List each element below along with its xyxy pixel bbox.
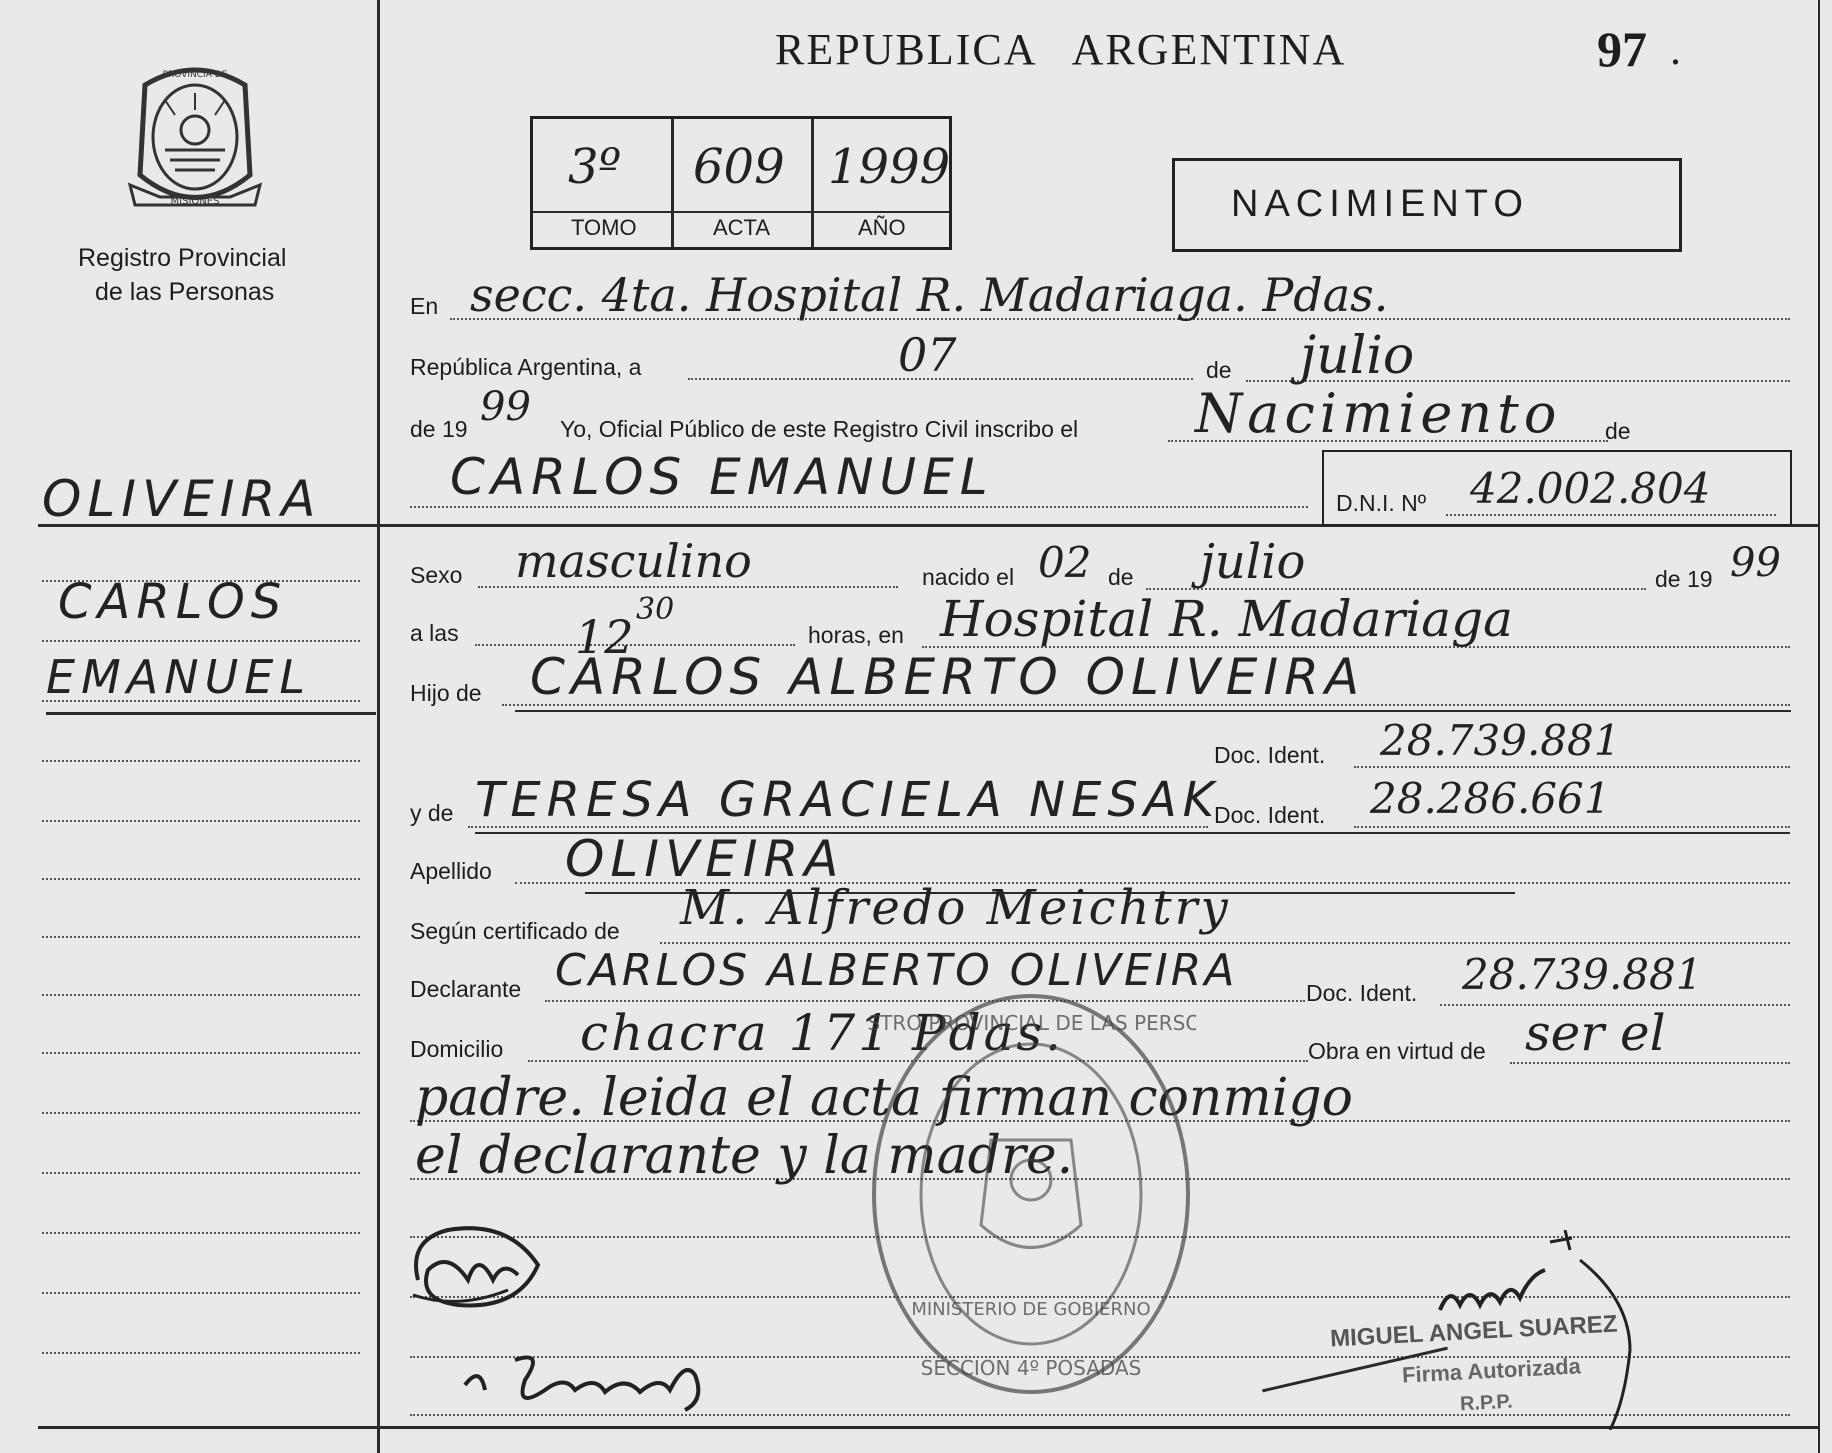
stamp-outer-text: STRO PROVINCIAL DE LAS PERSO [867, 1011, 1196, 1035]
line-certificate [660, 942, 1790, 944]
field-surname: OLIVEIRA [565, 830, 845, 888]
record-box-sep-1 [671, 119, 674, 247]
field-father-doc: 28.739.881 [1380, 716, 1621, 765]
margin-name-2: EMANUEL [46, 650, 311, 704]
field-sex: masculino [515, 534, 752, 588]
field-note-2: el declarante y la madre. [415, 1126, 1074, 1186]
acta-label: ACTA [713, 215, 771, 240]
label-de-19-birth: de 19 [1655, 566, 1713, 592]
label-obra-en-virtud: Obra en virtud de [1308, 1038, 1486, 1064]
line-obra [1510, 1062, 1790, 1064]
field-note-1: padre. leida el acta firman conmigo [415, 1068, 1353, 1128]
tomo-label: TOMO [571, 215, 637, 240]
field-place: secc. 4ta. Hospital R. Madariaga. Pdas. [470, 268, 1389, 322]
label-de-suffix: de [1605, 418, 1631, 444]
margin-line [42, 820, 360, 822]
margin-line [42, 994, 360, 996]
right-page-edge [1818, 0, 1820, 1453]
left-column-divider [377, 0, 380, 1453]
field-act-type: Nacimiento [1195, 382, 1562, 445]
field-birth-month: julio [1200, 534, 1306, 590]
tomo-value: 3º [568, 139, 622, 195]
margin-line [42, 878, 360, 880]
margin-line [42, 936, 360, 938]
label-declarante: Declarante [410, 976, 522, 1002]
margin-line [42, 1112, 360, 1114]
seal-bottom-text: MISIONES [170, 196, 220, 207]
margin-line [42, 1232, 360, 1234]
label-domicilio: Domicilio [410, 1036, 504, 1062]
label-sexo: Sexo [410, 562, 463, 588]
field-obra-reason: ser el [1525, 1004, 1666, 1062]
official-name-stamp: MIGUEL ANGEL SUAREZ [1329, 1310, 1619, 1353]
label-apellido: Apellido [410, 858, 492, 884]
official-office-stamp: R.P.P. [1459, 1390, 1514, 1416]
field-certificate-by: M. Alfredo Meichtry [680, 880, 1231, 936]
seal-top-text: PROVINCIA DE [162, 70, 228, 80]
label-nacido-el: nacido el [922, 564, 1015, 590]
page-number-dot: . [1670, 25, 1681, 74]
field-month: julio [1300, 326, 1415, 386]
margin-name-1: CARLOS [58, 574, 288, 630]
label-y-de: y de [410, 800, 454, 826]
label-republica-a: República Argentina, a [410, 354, 642, 380]
misiones-seal [125, 55, 265, 215]
label-de-month: de [1206, 357, 1232, 383]
label-yo-oficial: Yo, Oficial Público de este Registro Civil inscribo el [560, 416, 1079, 442]
anio-value: 1999 [828, 139, 951, 195]
margin-surname: OLIVEIRA [42, 470, 322, 528]
label-dni: D.N.I. Nº [1336, 490, 1427, 516]
label-doc-ident-declarant: Doc. Ident. [1306, 980, 1418, 1006]
margin-line [42, 1352, 360, 1354]
field-declarant: CARLOS ALBERTO OLIVEIRA [555, 945, 1238, 996]
field-birth-place: Hospital R. Madariaga [940, 590, 1513, 648]
mother-signature [455, 1330, 785, 1420]
stamp-inner-text: MINISTERIO DE GOBIERNO [911, 1299, 1151, 1320]
field-birth-year-suffix: 99 [1730, 540, 1781, 586]
father-underline [515, 710, 1791, 712]
line-dni [1446, 514, 1776, 516]
field-address: chacra 171 Pdas. [580, 1004, 1064, 1062]
declarant-signature [398, 1210, 558, 1330]
field-hour: 12 [575, 610, 634, 664]
field-declarant-doc: 28.739.881 [1462, 950, 1703, 999]
field-father: CARLOS ALBERTO OLIVEIRA [530, 648, 1366, 706]
margin-line [42, 640, 360, 642]
acta-value: 609 [693, 139, 785, 195]
line-father-doc [1354, 766, 1790, 768]
field-day: 07 [898, 328, 957, 382]
record-box [530, 116, 952, 250]
margin-line [42, 1292, 360, 1294]
margin-underline [46, 712, 376, 715]
label-de-19: de 19 [410, 416, 468, 442]
record-box-sep-2 [811, 119, 814, 247]
document-type: NACIMIENTO [1231, 183, 1529, 225]
margin-line [42, 1052, 360, 1054]
official-role-stamp: Firma Autorizada [1401, 1353, 1582, 1388]
registry-name-line-2: de las Personas [95, 278, 275, 306]
field-dni: 42.002.804 [1470, 464, 1711, 513]
label-en: En [410, 293, 439, 319]
line-mother-doc [1354, 826, 1790, 828]
label-doc-ident-father: Doc. Ident. [1214, 742, 1326, 768]
label-a-las: a las [410, 620, 459, 646]
field-mother-doc: 28.286.661 [1370, 774, 1611, 823]
margin-line [42, 1172, 360, 1174]
field-mother: TERESA GRACIELA NESAK [475, 772, 1221, 828]
line-hour [475, 644, 795, 646]
field-year-suffix: 99 [480, 384, 531, 430]
line-child-name [410, 506, 1308, 508]
document-type-box [1172, 158, 1682, 252]
stamp-bottom-text: SECCION 4º POSADAS [920, 1356, 1142, 1380]
record-box-label-sep [533, 211, 949, 213]
margin-line [42, 760, 360, 762]
anio-label: AÑO [858, 215, 906, 240]
label-hijo-de: Hijo de [410, 680, 482, 706]
field-birth-day: 02 [1038, 538, 1092, 587]
field-child-name: CARLOS EMANUEL [450, 448, 994, 506]
country-title: REPUBLICA ARGENTINA [775, 25, 1347, 74]
field-minutes: 30 [636, 592, 675, 627]
label-de-birth-month: de [1108, 564, 1134, 590]
label-segun-certificado: Según certificado de [410, 918, 620, 944]
label-horas-en: horas, en [808, 622, 904, 648]
round-official-stamp [866, 990, 1196, 1398]
registry-name-line-1: Registro Provincial [78, 244, 287, 272]
label-doc-ident-mother: Doc. Ident. [1214, 802, 1326, 828]
page-number: 97 [1597, 21, 1647, 77]
